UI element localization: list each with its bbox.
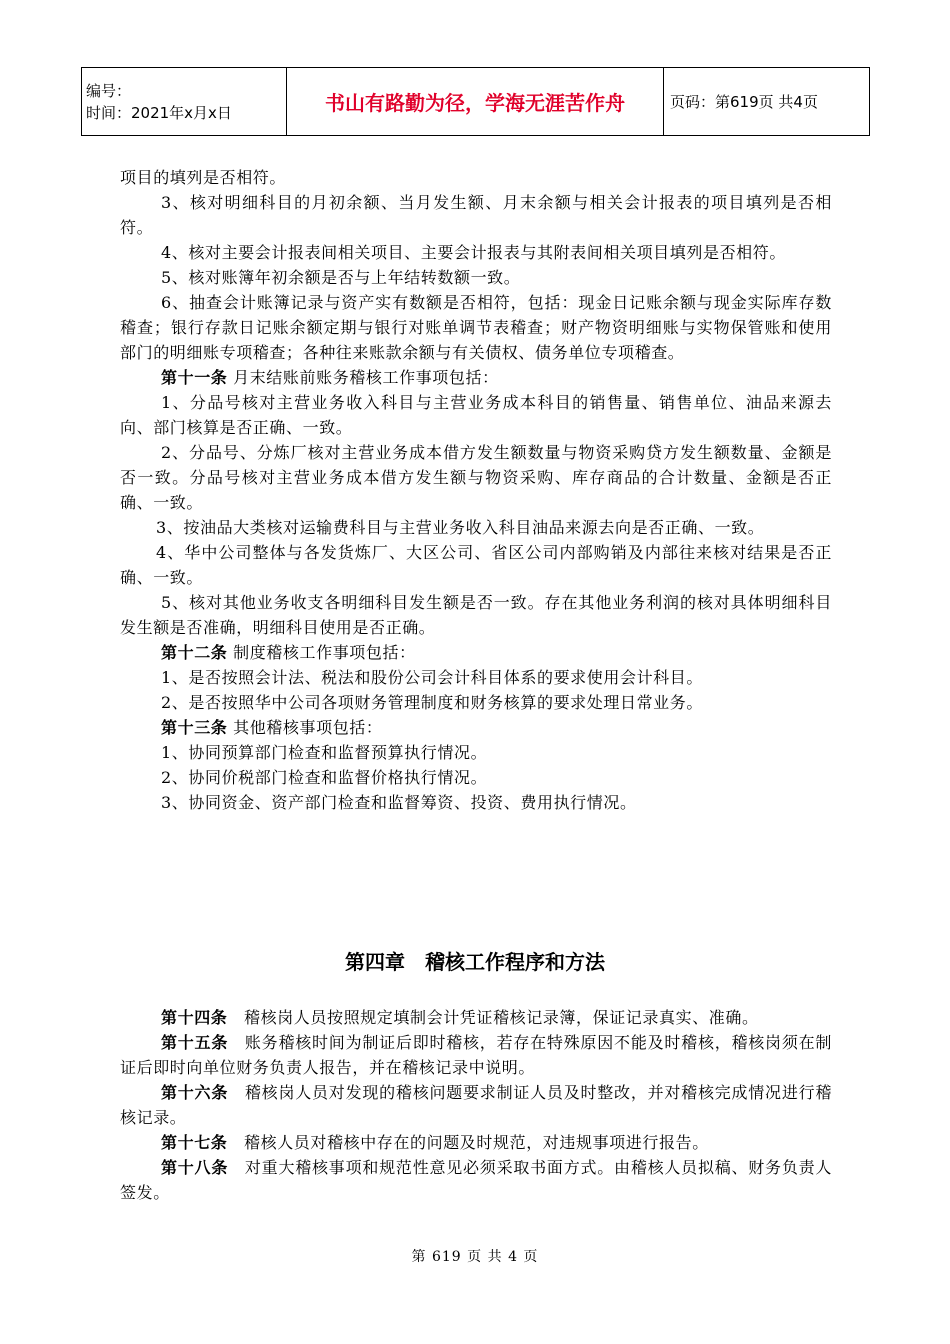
header-page-label: 页码：第619页 共4页 [664,68,870,136]
article-title: 第十四条 [161,1008,228,1027]
paragraph: 项目的填列是否相符。 [120,168,287,187]
article-title: 第十五条 [161,1033,229,1052]
paragraph: 3、协同资金、资产部门检查和监督筹资、投资、费用执行情况。 [161,793,637,812]
paragraph: 5、核对其他业务收支各明细科目发生额是否一致。存在其他业务利润的核对具体明细科目发生额是否准确，明细科目使用是否正确。 [120,593,832,637]
article-18 [120,1155,832,1205]
header-meta [82,68,287,136]
article-title: 第十二条 [161,643,228,662]
paragraph: 1、是否按照会计法、税法和股份公司会计科目体系的要求使用会计科目。 [161,668,703,687]
paragraph: 4、华中公司整体与各发货炼厂、大区公司、省区公司内部购销及内部往来核对结果是否正确、一致。 [120,543,832,587]
header-time-label: 时间：2021年x月x日 [86,103,232,122]
article-text: 制度稽核工作事项包括： [227,643,416,662]
article-text: 对重大稽核事项和规范性意见必须采取书面方式。由稽核人员拟稿、财务负责人签发。 [120,1158,832,1202]
paragraph: 4、核对主要会计报表间相关项目、主要会计报表与其附表间相关项目填列是否相符。 [161,243,786,262]
article-title: 第十八条 [161,1158,229,1177]
article-13 [120,715,832,740]
document-body [120,165,832,815]
article-12 [120,640,832,665]
article-title: 第十一条 [161,368,228,387]
article-text: 稽核岗人员按照规定填制会计凭证稽核记录簿，保证记录真实、准确。 [227,1008,759,1027]
paragraph: 3、核对明细科目的月初余额、当月发生额、月末余额与相关会计报表的项目填列是否相符。 [120,193,832,237]
paragraph: 2、协同价税部门检查和监督价格执行情况。 [161,768,488,787]
article-17 [120,1130,832,1155]
page-footer: 第 619 页 共 4 页 [411,1249,539,1265]
paragraph: 5、核对账簿年初余额是否与上年结转数额一致。 [161,268,521,287]
article-text: 稽核岗人员对发现的稽核问题要求制证人员及时整改，并对稽核完成情况进行稽核记录。 [120,1083,832,1127]
paragraph: 2、分品号、分炼厂核对主营业务成本借方发生额数量与物资采购贷方发生额数量、金额是否一致。分品号核对主营业务成本借方发生额与物资采购、库存商品的合计数量、金额是否正确、一致。 [120,443,832,512]
paragraph: 6、抽查会计账簿记录与资产实有数额是否相符，包括：现金日记账余额与现金实际库存数稽查；银行存款日记账余额定期与银行对账单调节表稽查；财产物资明细账与实物保管账和使用部门的明细账专项稽查；各种往来账款余额与有关债权、债务单位专项稽查。 [120,293,832,362]
article-text: 月末结账前账务稽核工作事项包括： [227,368,499,387]
paragraph: 1、分品号核对主营业务收入科目与主营业务成本科目的销售量、销售单位、油品来源去向、部门核算是否正确、一致。 [120,393,832,437]
article-text: 其他稽核事项包括： [227,718,383,737]
article-title: 第十七条 [161,1133,228,1152]
chapter-body [120,1005,832,1205]
header-code-label: 编号： [86,81,132,100]
article-11 [120,365,832,390]
header-motto: 书山有路勤为径，学海无涯苦作舟 [287,68,664,136]
article-title: 第十六条 [161,1083,229,1102]
article-title: 第十三条 [161,718,228,737]
paragraph: 1、协同预算部门检查和监督预算执行情况。 [161,743,488,762]
document-header [81,67,870,136]
article-16 [120,1080,832,1130]
article-15 [120,1030,832,1080]
article-text: 账务稽核时间为制证后即时稽核，若存在特殊原因不能及时稽核，稽核岗须在制证后即时向单位财务负责人报告，并在稽核记录中说明。 [120,1033,832,1077]
article-text: 稽核人员对稽核中存在的问题及时规范，对违规事项进行报告。 [227,1133,709,1152]
paragraph: 2、是否按照华中公司各项财务管理制度和财务核算的要求处理日常业务。 [161,693,703,712]
chapter-title: 第四章 稽核工作程序和方法 [345,950,605,974]
paragraph: 3、按油品大类核对运输费科目与主营业务收入科目油品来源去向是否正确、一致。 [156,518,765,537]
article-14 [120,1005,832,1030]
